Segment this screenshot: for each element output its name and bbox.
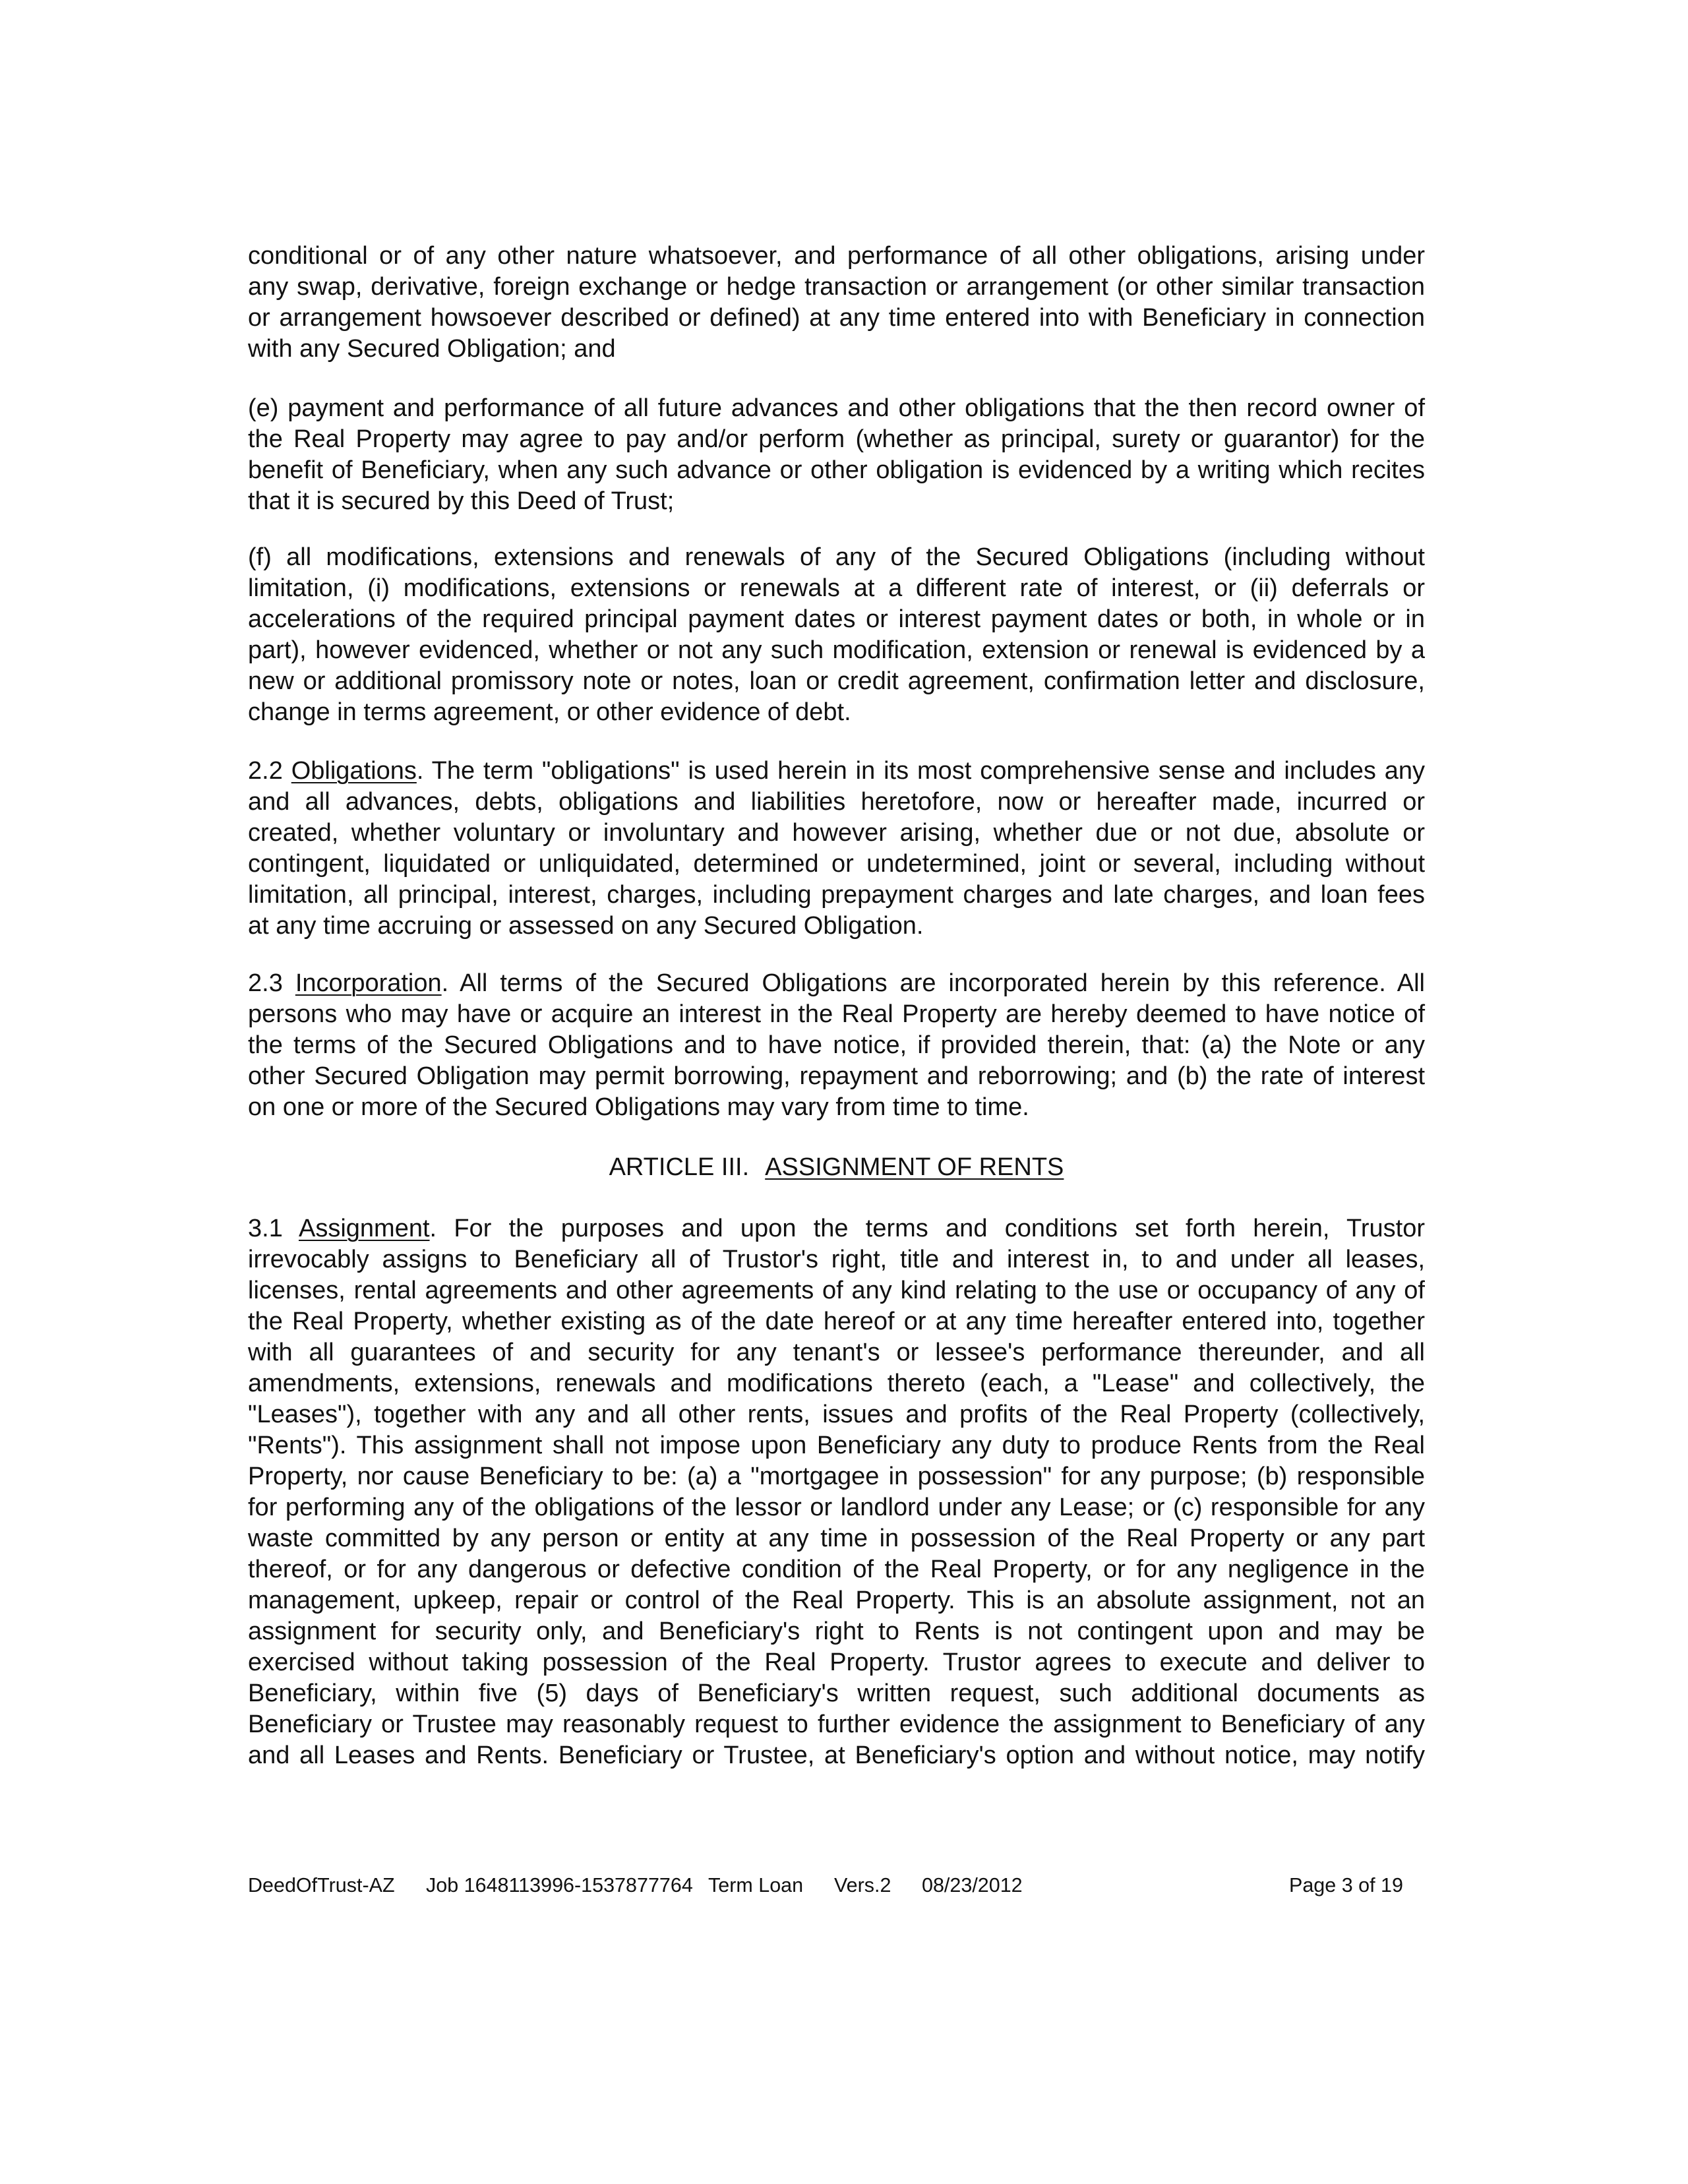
- text-line: management, upkeep, repair or control of the Real Property. This is an absolute assignment, not an: [248, 1587, 1425, 1614]
- text-line: with any Secured Obligation; and: [248, 335, 616, 363]
- section-number: 2.3: [248, 969, 283, 997]
- section-title: Incorporation: [295, 969, 442, 997]
- text-line: accelerations of the required principal payment dates or interest payment dates or both, in whole or in: [248, 605, 1425, 633]
- text-line: the terms of the Secured Obligations and to have notice, if provided therein, that: (a) the Note or any: [248, 1031, 1425, 1059]
- footer-page-number: Page 3 of 19: [1289, 1874, 1403, 1896]
- text-line: waste committed by any person or entity at any time in possession of the Real Property or any part: [248, 1525, 1425, 1552]
- section-number: 3.1: [248, 1215, 283, 1242]
- text-line: licenses, rental agreements and other agreements of any kind relating to the use or occupancy of any of: [248, 1277, 1425, 1304]
- text-line: amendments, extensions, renewals and modifications thereto (each, a "Lease" and collectively, the: [248, 1370, 1425, 1397]
- paragraph-continued: [248, 241, 1425, 365]
- text-line: [248, 1213, 1425, 1244]
- footer-date: 08/23/2012: [922, 1874, 1023, 1896]
- text-line: other Secured Obligation may permit borrowing, repayment and reborrowing; and (b) the rate of interest: [248, 1062, 1425, 1090]
- section-title: Obligations: [291, 757, 417, 785]
- text-line: (f) all modifications, extensions and renewals of any of the Secured Obligations (including without: [248, 543, 1425, 571]
- article-label: ARTICLE III.: [609, 1153, 750, 1181]
- section-title: Assignment: [299, 1215, 430, 1242]
- text-line: contingent, liquidated or unliquidated, determined or undetermined, joint or several, including without: [248, 850, 1425, 878]
- article-title: ASSIGNMENT OF RENTS: [765, 1153, 1064, 1181]
- section-2-3-incorporation: [248, 968, 1425, 1123]
- text-line: new or additional promissory note or notes, loan or credit agreement, confirmation letter and disclosure,: [248, 667, 1425, 695]
- text-line: and all Leases and Rents. Beneficiary or Trustee, at Beneficiary's option and without notice, may notify: [248, 1742, 1425, 1769]
- article-heading: [248, 1152, 1425, 1183]
- text-line: Property, nor cause Beneficiary to be: (a) a "mortgagee in possession" for any purpose; (b) responsible: [248, 1463, 1425, 1490]
- text-line: Beneficiary or Trustee may reasonably request to further evidence the assignment to Beneficiary of any: [248, 1711, 1425, 1738]
- footer-loan-type: Term Loan: [708, 1874, 804, 1896]
- text-line: exercised without taking possession of the Real Property. Trustor agrees to execute and deliver to: [248, 1649, 1425, 1676]
- text-line: at any time accruing or assessed on any Secured Obligation.: [248, 912, 924, 940]
- footer-version: Vers.2: [834, 1874, 891, 1896]
- text-line: thereof, or for any dangerous or defective condition of the Real Property, or for any negligence in the: [248, 1556, 1425, 1583]
- text-line: created, whether voluntary or involuntary and however arising, whether due or not due, absolute or: [248, 819, 1425, 847]
- text-run: . For the purposes and upon the terms and conditions set forth herein, Trustor: [429, 1215, 1425, 1242]
- section-number: 2.2: [248, 757, 283, 785]
- text-line: any swap, derivative, foreign exchange or hedge transaction or arrangement (or other similar transaction: [248, 273, 1425, 301]
- text-line: change in terms agreement, or other evidence of debt.: [248, 698, 851, 726]
- text-line: conditional or of any other nature whatsoever, and performance of all other obligations, arising under: [248, 242, 1425, 270]
- text-line: with all guarantees of and security for any tenant's or lessee's performance thereunder, and all: [248, 1339, 1425, 1366]
- text-line: "Leases"), together with any and all other rents, issues and profits of the Real Property (collectively,: [248, 1401, 1425, 1428]
- section-2-2-obligations: [248, 756, 1425, 942]
- text-line: the Real Property, whether existing as of the date hereof or at any time hereafter entered into, together: [248, 1308, 1425, 1335]
- footer-form-name: DeedOfTrust-AZ: [248, 1874, 395, 1896]
- text-line: that it is secured by this Deed of Trust;: [248, 487, 675, 515]
- text-line: (e) payment and performance of all future advances and other obligations that the then record owner of: [248, 394, 1425, 422]
- text-line: the Real Property may agree to pay and/or perform (whether as principal, surety or guarantor) for the: [248, 425, 1425, 453]
- text-line: benefit of Beneficiary, when any such advance or other obligation is evidenced by a writing which recites: [248, 456, 1425, 484]
- text-line: for performing any of the obligations of the lessor or landlord under any Lease; or (c) responsible for any: [248, 1494, 1425, 1521]
- text-line: limitation, (i) modifications, extensions or renewals at a different rate of interest, or (ii) deferrals or: [248, 574, 1425, 602]
- section-3-1-assignment: [248, 1213, 1425, 1771]
- text-line: irrevocably assigns to Beneficiary all of Trustor's right, title and interest in, to and under all leases,: [248, 1246, 1425, 1273]
- footer-job-number: Job 1648113996-1537877764: [426, 1874, 693, 1896]
- text-line: "Rents"). This assignment shall not impose upon Beneficiary any duty to produce Rents from the Real: [248, 1432, 1425, 1459]
- text-line: limitation, all principal, interest, charges, including prepayment charges and late charges, and loan fees: [248, 881, 1425, 909]
- text-line: and all advances, debts, obligations and liabilities heretofore, now or hereafter made, incurred or: [248, 788, 1425, 816]
- text-line: part), however evidenced, whether or not any such modification, extension or renewal is evidenced by a: [248, 636, 1425, 664]
- text-line: [248, 968, 1425, 999]
- paragraph-clause-e: [248, 393, 1425, 517]
- text-line: Beneficiary, within five (5) days of Beneficiary's written request, such additional documents as: [248, 1680, 1425, 1707]
- paragraph-clause-f: [248, 542, 1425, 728]
- text-line: on one or more of the Secured Obligations may vary from time to time.: [248, 1093, 1029, 1121]
- text-line: assignment for security only, and Beneficiary's right to Rents is not contingent upon and may be: [248, 1618, 1425, 1645]
- text-line: [248, 756, 1425, 787]
- text-line: or arrangement howsoever described or defined) at any time entered into with Beneficiary in connection: [248, 304, 1425, 332]
- text-run: . The term "obligations" is used herein in its most comprehensive sense and includes any: [416, 757, 1425, 785]
- text-run: . All terms of the Secured Obligations are incorporated herein by this reference. All: [441, 969, 1425, 997]
- text-line: persons who may have or acquire an interest in the Real Property are hereby deemed to have notice of: [248, 1000, 1425, 1028]
